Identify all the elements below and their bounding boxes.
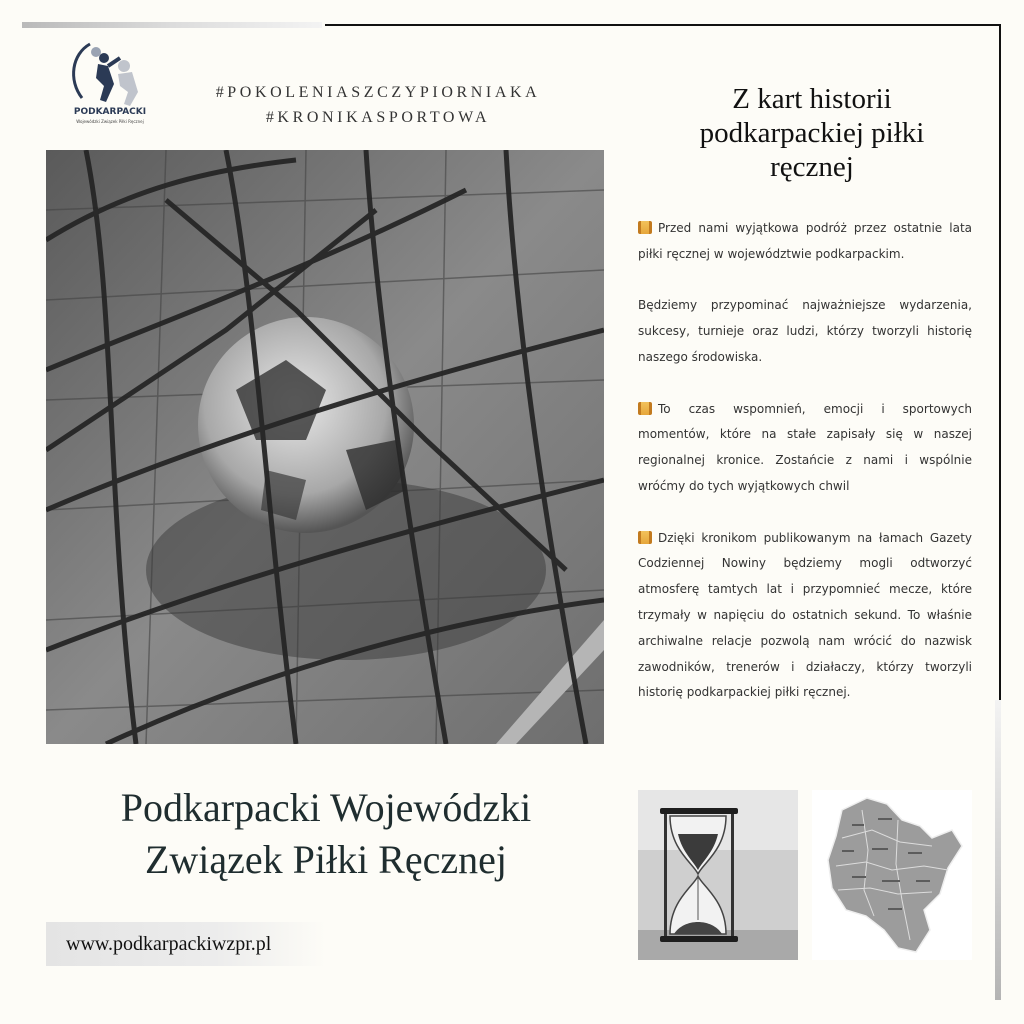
organization-line: Podkarpacki Wojewódzki [120, 785, 532, 830]
paragraph-text: Przed nami wyjątkowa podróż przez ostatnie lata piłki ręcznej w województwie podkarpackim. [638, 221, 972, 261]
hashtag: #KRONIKASPORTOWA [265, 109, 491, 126]
organization-line: Związek Piłki Ręcznej [144, 837, 508, 882]
handball-player-logo-icon [62, 36, 158, 132]
logo-subtitle: Wojewódzki Związek Piłki Ręcznej [76, 119, 144, 124]
paragraph-text: Będziemy przypominać najważniejsze wydarzenia, sukcesy, turnieje oraz ludzi, którzy tworzyli historię naszego środowiska. [638, 298, 972, 364]
frame-right-accent [995, 700, 1001, 1000]
podkarpackie-map [812, 790, 972, 960]
article-text [638, 216, 972, 706]
scroll-icon [638, 221, 652, 234]
paragraph [638, 293, 972, 370]
page-title [660, 82, 964, 184]
logo-wordmark: PODKARPACKI [73, 107, 147, 117]
paragraph-text: Dzięki kronikom publikowanym na łamach Gazety Codziennej Nowiny będziemy mogli odtworzyć atmosferę tamtych lat i przypomnieć mecze, które trzymały w napięciu do ostatnich sekund. To właśnie archiwalne relacje pozwolą nam wrócić do nazwisk zawodników, trenerów i działaczy, którzy tworzyli historię podkarpackiej piłki ręcznej. [638, 530, 972, 700]
title-line: ręcznej [770, 151, 854, 183]
paragraph [638, 216, 972, 268]
organization-name [56, 782, 596, 886]
handball-net-photo [46, 150, 604, 744]
hashtag: #POKOLENIASZCZYPIORNIAKA [215, 84, 541, 101]
scroll-icon [638, 402, 652, 415]
paragraph [638, 526, 972, 707]
frame-top-line [325, 24, 1001, 26]
frame-right-line [999, 24, 1001, 714]
title-line: podkarpackiej piłki [699, 117, 925, 149]
paragraph [638, 397, 972, 500]
frame-top-accent [22, 22, 322, 28]
hourglass-photo [638, 790, 798, 960]
title-line: Z kart historii [732, 83, 892, 115]
paragraph-text: To czas wspomnień, emocji i sportowych momentów, które na stałe zapisały się w naszej regionalnej kronice. Zostańcie z nami i wspólnie wróćmy do tych wyjątkowych chwil [638, 401, 972, 493]
scroll-icon [638, 531, 652, 544]
hashtags [190, 80, 566, 130]
website-link[interactable]: www.podkarpackiwzpr.pl [46, 922, 326, 966]
